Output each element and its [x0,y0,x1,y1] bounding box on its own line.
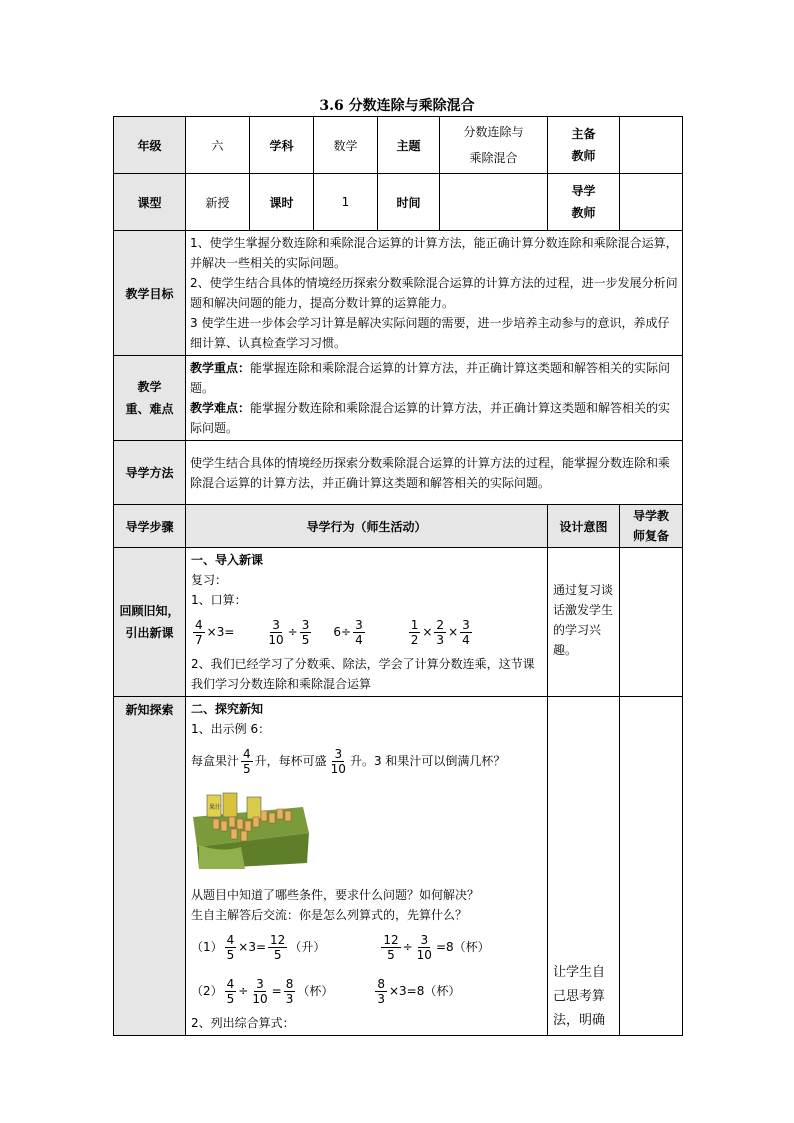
operator: ÷ [287,625,298,639]
numerator: 8 [377,976,385,991]
goals-label: 教学目标 [114,231,186,356]
subject-value: 数学 [314,117,378,174]
difficulty-text: 能掌握分数连除和乘除混合运算的计算方法，并正确计算这类题和解答相关的实际问题。 [190,401,671,435]
method-content: 使学生结合具体的情境经历探索分数乘除混合运算的计算方法的过程，能掌握分数连除和乘除混合运算的计算方法，并正确计算这类题和解答相关的实际问题。 [186,441,683,505]
oral-text: 1、口算： [191,593,247,607]
period-label: 课时 [250,174,314,231]
solution-index: （1） [191,940,223,954]
solution-index: （2） [191,984,223,998]
review-header [620,505,683,548]
review-header-line-1: 导学教 [632,509,669,523]
guide-teacher-line-2: 教师 [571,206,596,220]
question-text: 每盒果汁 [191,754,240,768]
subject-label: 学科 [250,117,314,174]
oral-expressions [191,610,542,654]
lead-teacher-line-2: 教师 [571,149,596,163]
fraction [329,747,348,776]
keypoints-content [186,356,683,441]
ask-text: 从题目中知道了哪些条件，要求什么问题？如何解决？ [191,888,480,902]
fraction [225,977,237,1006]
keypoints-label-line-2: 重、难点 [125,402,174,416]
numerator: 8 [285,976,294,991]
numerator: 1 [410,617,419,632]
review-header-line-2: 师复备 [632,529,669,543]
time-label: 时间 [378,174,440,231]
discuss-text: 生自主解答后交流：你是怎么列算式的，先算什么？ [191,908,468,922]
guide-teacher-value [620,174,683,231]
difficulty-line [190,398,678,438]
topic-value [440,117,548,174]
numerator: 3 [272,617,280,632]
expr-text: ×3= [206,625,235,639]
operator: × [448,625,459,639]
fraction [268,933,287,962]
numerator: 3 [355,617,363,632]
fraction [266,618,285,647]
combined-text: 2、列出综合算式： [191,1016,295,1030]
type-value: 新授 [186,174,250,231]
section2-heading: 二、探究新知 [191,702,264,716]
numerator: 12 [383,932,399,947]
keypoints-label-line-1: 教学 [137,380,162,394]
expr-text: （升） [289,940,326,954]
review-text: 复习： [191,573,228,587]
solution-1 [191,925,542,969]
section1-label-line-1: 回顾旧知， [119,604,180,618]
denominator: 10 [330,761,346,776]
method-label: 导学方法 [114,441,186,505]
type-label: 课型 [114,174,186,231]
focus-text: 能掌握连除和乘除混合运算的计算方法，并正确计算这类题和解答相关的实际问题。 [190,361,671,395]
fraction [434,618,446,647]
fraction [353,618,365,647]
denominator: 5 [387,947,395,962]
fraction [460,618,472,647]
section1-text2: 2、我们已经学习了分数乘、除法，学会了计算分数连乘，这节课我们学习分数连除和乘除混合运算 [191,657,535,691]
keypoints-label [114,356,186,441]
fraction [381,933,400,962]
denominator: 2 [410,632,419,647]
focus-line [190,358,678,398]
numerator: 12 [270,932,286,947]
lead-teacher-line-1: 主备 [571,127,596,141]
expr-text: ×3= [238,940,267,954]
goal-item: 3 使学生进一步体会学习计算是解决实际问题的需要，进一步培养主动参与的意识，养成仔细计算、认真检查学习习惯。 [190,316,670,350]
topic-label: 主题 [378,117,440,174]
section2-intent: 让学生自己思考算法，明确 [548,697,620,1036]
section1-content [186,548,548,697]
section2-label: 新知探索 [114,697,186,1036]
difficulty-label: 教学难点： [190,401,251,415]
operator: ÷ [238,984,249,998]
fraction [300,618,312,647]
denominator: 5 [243,761,251,776]
fraction [225,933,237,962]
operator: ÷ [402,940,413,954]
operator: = [271,984,282,998]
fraction [241,747,253,776]
section1-intent: 通过复习谈话激发学生的学习兴趣。 [548,548,620,697]
question-text: 升，每杯可盛 [254,754,327,768]
denominator: 3 [436,632,445,647]
grade-label: 年级 [114,117,186,174]
intent-header: 设计意图 [548,505,620,548]
section2-content [186,697,548,1036]
behavior-header: 导学行为（师生活动） [186,505,548,548]
denominator: 5 [273,947,282,962]
numerator: 3 [301,617,310,632]
page-title: 3.6 分数连除与乘除混合 [319,98,475,114]
denominator: 5 [226,991,235,1006]
numerator: 2 [436,617,445,632]
topic-line-2: 乘除混合 [469,151,518,165]
denominator: 10 [416,947,432,962]
section1-review [620,548,683,697]
section1-heading: 一、导入新课 [191,553,264,567]
denominator: 10 [268,632,284,647]
time-value [440,174,548,231]
numerator: 3 [462,617,470,632]
question-text: 升。3 和果汁可以倒满几杯？ [349,754,506,768]
fraction [409,618,421,647]
expr-text: 6÷ [333,625,352,639]
section1-label [114,548,186,697]
numerator: 3 [256,976,264,991]
lesson-plan-table [113,116,683,1036]
grade-value: 六 [186,117,250,174]
numerator: 3 [334,746,343,761]
denominator: 10 [252,991,268,1006]
denominator: 7 [195,632,203,647]
denominator: 3 [285,991,294,1006]
fraction [375,977,387,1006]
goal-item: 1、使学生掌握分数连除和乘除混合运算的计算方法，能正确计算分数连除和乘除混合运算，并解决一些相关的实际问题。 [190,236,678,270]
denominator: 3 [377,991,385,1006]
example-text: 1、出示例 6： [191,722,271,736]
lead-teacher-label [548,117,620,174]
guide-teacher-label [548,174,620,231]
denominator: 4 [462,632,470,647]
operator: × [422,625,433,639]
numerator: 4 [226,976,235,991]
numerator: 4 [195,617,203,632]
fraction [250,977,269,1006]
section1-label-line-2: 引出新课 [125,626,174,640]
numerator: 4 [243,746,251,761]
numerator: 4 [226,932,235,947]
guide-teacher-line-1: 导学 [571,184,596,198]
juice-illustration [191,789,311,871]
numerator: 3 [420,932,429,947]
section2-review [620,697,683,1036]
fraction [415,933,434,962]
period-value: 1 [314,174,378,231]
juice-box-label: 果汁 [209,804,222,811]
solution-2 [191,969,542,1013]
lead-teacher-value [620,117,683,174]
example-question [191,739,542,783]
steps-header: 导学步骤 [114,505,186,548]
topic-line-1: 分数连除与 [463,125,524,139]
fraction [193,618,205,647]
goal-item: 2、使学生结合具体的情境经历探索分数乘除混合运算的计算方法的过程，进一步发展分析问题和解决问题的能力，提高分数计算的运算能力。 [190,276,678,310]
fraction [284,977,296,1006]
expr-text: ×3=8（杯） [388,984,461,998]
goals-content [186,231,683,356]
expr-text: （杯） [297,984,334,998]
denominator: 5 [226,947,235,962]
denominator: 4 [355,632,363,647]
denominator: 5 [301,632,310,647]
expr-text: =8（杯） [435,940,490,954]
focus-label: 教学重点： [190,361,251,375]
